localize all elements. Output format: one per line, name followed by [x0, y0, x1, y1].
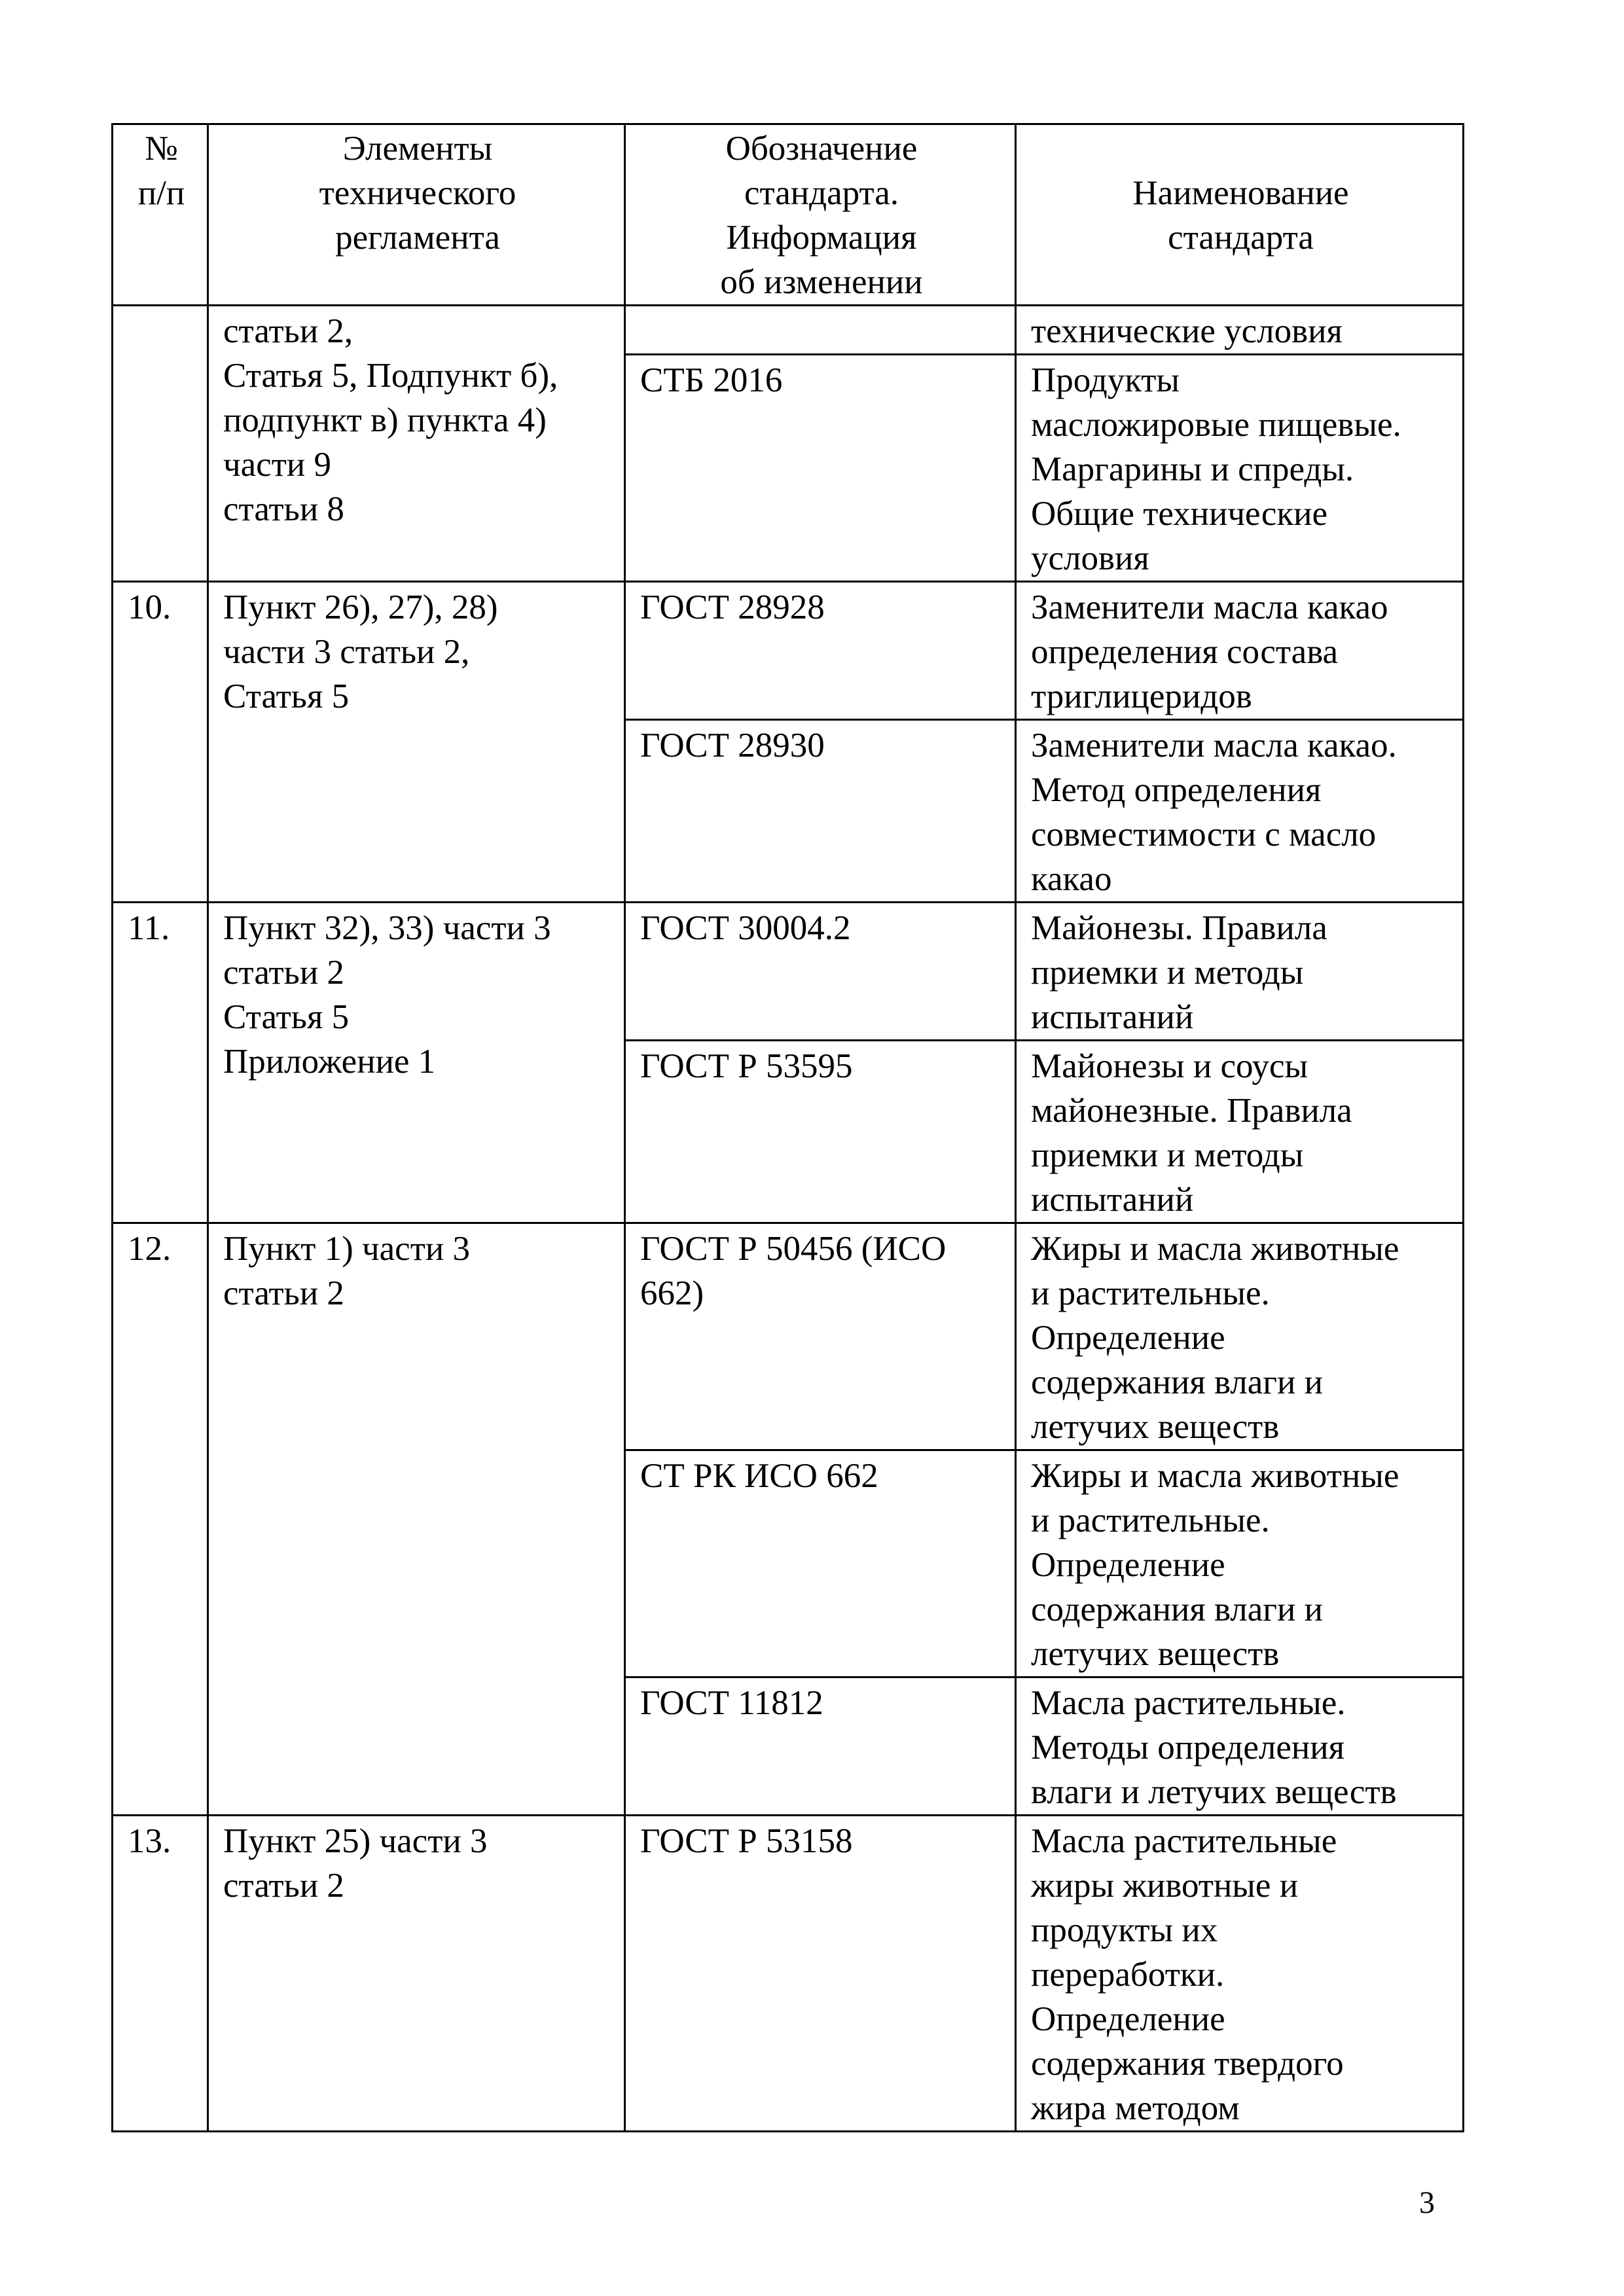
regulation-elements-line: части 3 статьи 2, — [223, 633, 470, 671]
row-number-text: 10. — [128, 588, 171, 626]
regulation-elements-line: подпункт в) пункта 4) — [223, 401, 547, 439]
standard-name-line: определения состава — [1031, 633, 1339, 671]
standard-designation — [625, 720, 1016, 903]
standard-name — [1016, 1816, 1464, 2132]
standard-name-line: Определение — [1031, 1546, 1225, 1584]
header-name — [1016, 124, 1464, 306]
table-row — [113, 1223, 1464, 1450]
standard-name — [1016, 582, 1464, 720]
header-elements-line: регламента — [335, 219, 500, 257]
standard-name-line: Масла растительные — [1031, 1822, 1337, 1860]
standard-name-line: и растительные. — [1031, 1274, 1270, 1312]
standard-name-line: Жиры и масла животные — [1031, 1457, 1399, 1495]
standard-name-line: летучих веществ — [1031, 1635, 1280, 1673]
standard-name-line: Маргарины и спреды. — [1031, 450, 1354, 488]
regulation-elements-line: статьи 2 — [223, 954, 344, 992]
standard-name — [1016, 720, 1464, 903]
regulation-elements — [208, 1816, 625, 2132]
standard-name — [1016, 1041, 1464, 1223]
standard-designation — [625, 1223, 1016, 1450]
standard-name — [1016, 1677, 1464, 1816]
regulation-elements-line: Пункт 25) части 3 — [223, 1822, 488, 1860]
standard-name — [1016, 1450, 1464, 1677]
regulation-elements — [208, 903, 625, 1223]
regulation-elements-line: статьи 8 — [223, 490, 344, 528]
regulation-elements-line: Пункт 26), 27), 28) — [223, 588, 498, 626]
standard-designation-line: СТ РК ИСО 662 — [640, 1457, 878, 1495]
standard-designation-line: ГОСТ Р 53158 — [640, 1822, 853, 1860]
standard-name-line: переработки. — [1031, 1956, 1225, 1994]
standard-designation — [625, 1677, 1016, 1816]
standard-name-line: продукты их — [1031, 1911, 1218, 1949]
row-number-text — [128, 309, 195, 353]
standard-designation — [625, 306, 1016, 355]
standard-name — [1016, 306, 1464, 355]
header-elements — [208, 124, 625, 306]
header-num-line: п/п — [137, 174, 185, 212]
standard-name-line: содержания влаги и — [1031, 1590, 1323, 1628]
regulation-elements-line: статьи 2, — [223, 312, 353, 350]
row-number — [113, 1816, 208, 2132]
header-designation — [625, 124, 1016, 306]
standard-name-line: Метод определения — [1031, 771, 1322, 809]
standard-designation — [625, 1041, 1016, 1223]
header-num-line: № — [145, 130, 178, 168]
table-row — [113, 306, 1464, 355]
regulation-elements-line: Пункт 32), 33) части 3 — [223, 909, 551, 947]
row-number-text: 13. — [128, 1822, 171, 1860]
standard-name-line: Общие технические — [1031, 495, 1328, 533]
standard-name-line: какао — [1031, 860, 1112, 898]
standard-designation-line: ГОСТ Р 50456 (ИСО — [640, 1230, 947, 1268]
standard-designation — [625, 355, 1016, 582]
standard-name-line: Определение — [1031, 2000, 1225, 2038]
regulation-elements — [208, 1223, 625, 1816]
regulation-elements-line: Пункт 1) части 3 — [223, 1230, 470, 1268]
standard-designation — [625, 1450, 1016, 1677]
standard-name-line: майонезные. Правила — [1031, 1092, 1352, 1130]
table-header-row — [113, 124, 1464, 306]
standard-designation-line: ГОСТ 11812 — [640, 1684, 823, 1722]
standard-name-line: Майонезы и соусы — [1031, 1047, 1308, 1085]
standard-designation-line: ГОСТ 28928 — [640, 588, 825, 626]
standard-name-line: и растительные. — [1031, 1501, 1270, 1539]
standard-name-line: содержания влаги и — [1031, 1363, 1323, 1401]
table-row — [113, 582, 1464, 720]
standard-name-line: содержания твердого — [1031, 2045, 1344, 2083]
standard-designation-line: ГОСТ Р 53595 — [640, 1047, 853, 1085]
standard-name-line: триглицеридов — [1031, 677, 1252, 715]
header-designation-line: стандарта. — [744, 174, 899, 212]
standard-name — [1016, 903, 1464, 1041]
regulation-elements-line: части 9 — [223, 446, 331, 484]
table-row — [113, 1816, 1464, 2132]
standard-name-line: Жиры и масла животные — [1031, 1230, 1399, 1268]
row-number-text: 11. — [128, 909, 170, 947]
standard-name-line: Заменители масла какао. — [1031, 726, 1397, 764]
standard-name-line: влаги и летучих веществ — [1031, 1773, 1397, 1811]
standard-name-line: Определение — [1031, 1319, 1225, 1357]
row-number — [113, 903, 208, 1223]
table-row — [113, 903, 1464, 1041]
regulation-elements-line: Приложение 1 — [223, 1043, 436, 1081]
standard-designation-line: 662) — [640, 1274, 704, 1312]
standard-designation — [625, 1816, 1016, 2132]
standard-designation-line — [640, 309, 1003, 353]
regulation-elements — [208, 582, 625, 903]
standard-name-line: испытаний — [1031, 1181, 1194, 1219]
regulation-elements-line: Статья 5 — [223, 677, 350, 715]
regulation-elements — [208, 306, 625, 582]
standard-name — [1016, 1223, 1464, 1450]
header-designation-line: Обозначение — [725, 130, 918, 168]
row-number — [113, 582, 208, 903]
page-number: 3 — [1419, 2185, 1435, 2220]
standard-name-line: технические условия — [1031, 312, 1343, 350]
standard-name-line: Продукты — [1031, 361, 1180, 399]
header-elements-line: технического — [319, 174, 516, 212]
regulation-elements-line: Статья 5 — [223, 998, 350, 1036]
header-elements-line: Элементы — [342, 130, 493, 168]
standard-designation-line: ГОСТ 30004.2 — [640, 909, 851, 947]
row-number — [113, 1223, 208, 1816]
header-name-line: Наименование — [1132, 174, 1349, 212]
row-number — [113, 306, 208, 582]
standard-name-line: испытаний — [1031, 998, 1194, 1036]
header-name-line: стандарта — [1168, 219, 1314, 257]
standard-designation — [625, 582, 1016, 720]
standard-name-line: жиры животные и — [1031, 1867, 1299, 1905]
standard-name-line: совместимости с масло — [1031, 816, 1377, 853]
standard-name-line: масложировые пищевые. — [1031, 406, 1401, 444]
standard-name — [1016, 355, 1464, 582]
standard-name-line: жира методом — [1031, 2089, 1240, 2127]
standard-name-line: летучих веществ — [1031, 1408, 1280, 1446]
row-number-text: 12. — [128, 1230, 171, 1268]
standard-name-line: Майонезы. Правила — [1031, 909, 1327, 947]
regulation-elements-line: статьи 2 — [223, 1867, 344, 1905]
standard-designation-line: СТБ 2016 — [640, 361, 783, 399]
header-designation-line: об изменении — [720, 263, 923, 301]
regulation-elements-line: статьи 2 — [223, 1274, 344, 1312]
standards-table — [111, 123, 1464, 2132]
standard-name-line: условия — [1031, 539, 1149, 577]
standard-designation — [625, 903, 1016, 1041]
header-designation-line: Информация — [726, 219, 917, 257]
standard-designation-line: ГОСТ 28930 — [640, 726, 825, 764]
regulation-elements-line: Статья 5, Подпункт б), — [223, 357, 558, 395]
standard-name-line: приемки и методы — [1031, 954, 1304, 992]
header-num — [113, 124, 208, 306]
standard-name-line: Масла растительные. — [1031, 1684, 1346, 1722]
standard-name-line: приемки и методы — [1031, 1136, 1304, 1174]
standard-name-line: Заменители масла какао — [1031, 588, 1388, 626]
standard-name-line: Методы определения — [1031, 1729, 1344, 1767]
